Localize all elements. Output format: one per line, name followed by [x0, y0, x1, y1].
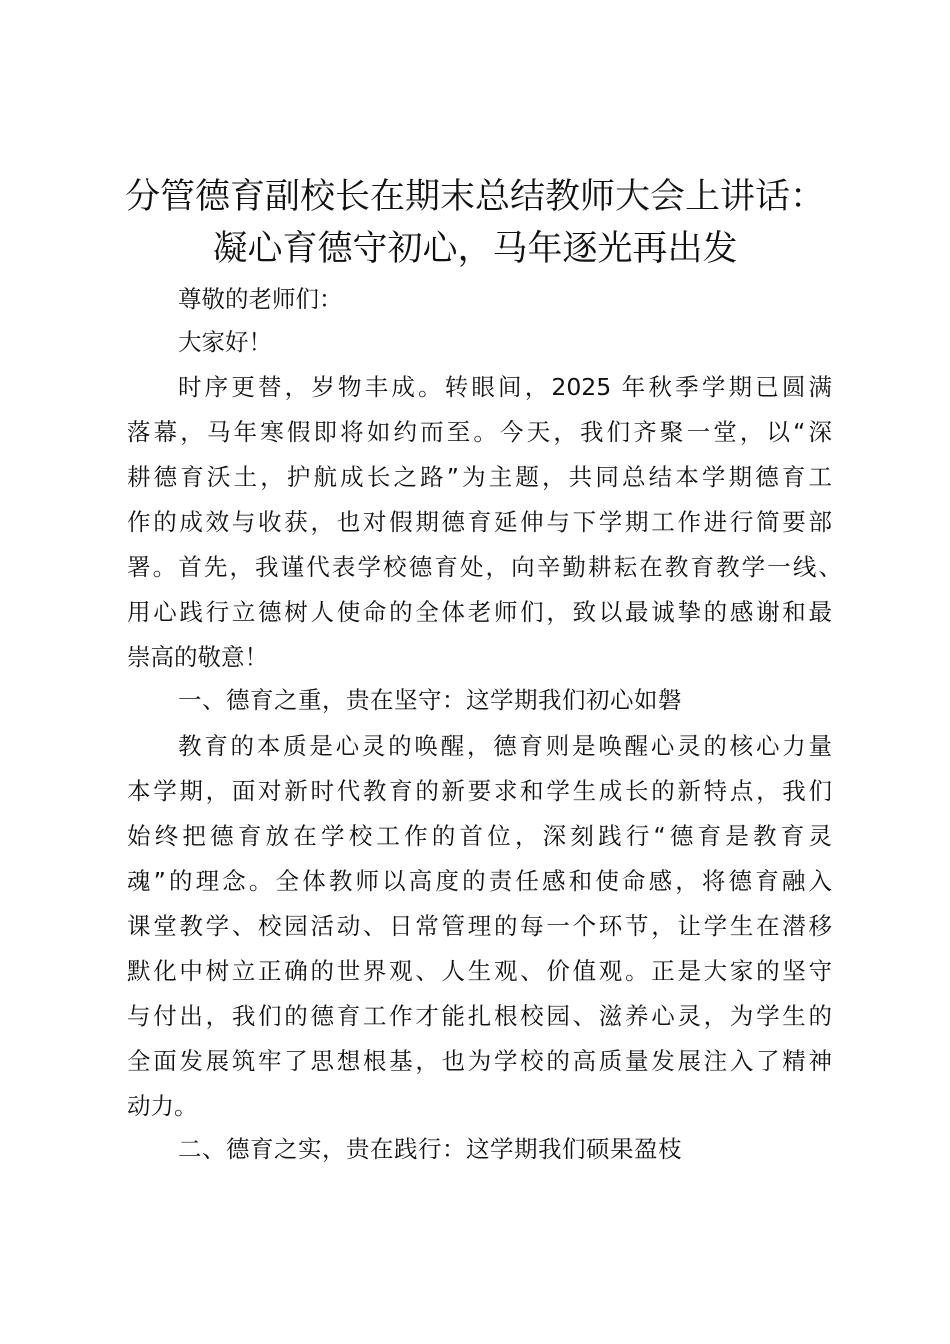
- intro-paragraph-line: 落幕，马年寒假即将如约而至。今天，我们齐聚一堂，以“深: [127, 418, 832, 446]
- intro-paragraph-line: 作的成效与收获，也对假期德育延伸与下学期工作进行简要部: [127, 508, 832, 536]
- section-2-heading: 二、德育之实，贵在践行：这学期我们硕果盈枝: [178, 1135, 682, 1163]
- section-1-paragraph-line: 默化中树立正确的世界观、人生观、价值观。正是大家的坚守: [127, 957, 832, 985]
- intro-paragraph-line: 崇高的敬意！: [127, 643, 268, 671]
- document-title-line-1: 分管德育副校长在期末总结教师大会上讲话：: [124, 177, 825, 217]
- section-1-paragraph-line: 课堂教学、校园活动、日常管理的每一个环节，让学生在潜移: [127, 912, 832, 940]
- section-1-paragraph-line: 动力。: [127, 1092, 198, 1120]
- greeting: 大家好！: [178, 328, 272, 356]
- section-1-paragraph-line: 教育的本质是心灵的唤醒，德育则是唤醒心灵的核心力量: [178, 732, 832, 760]
- section-1-paragraph-line: 与付出，我们的德育工作才能扎根校园、滋养心灵，为学生的: [127, 1002, 832, 1030]
- intro-paragraph-line: 耕德育沃土，护航成长之路”为主题，共同总结本学期德育工: [127, 463, 832, 491]
- salutation: 尊敬的老师们：: [178, 285, 343, 313]
- section-1-heading: 一、德育之重，贵在坚守：这学期我们初心如磐: [178, 686, 682, 714]
- section-1-paragraph-line: 全面发展筑牢了思想根基，也为学校的高质量发展注入了精神: [127, 1047, 832, 1075]
- section-1-paragraph-line: 魂”的理念。全体教师以高度的责任感和使命感，将德育融入: [127, 867, 832, 895]
- intro-paragraph-line: 时序更替，岁物丰成。转眼间，2025 年秋季学期已圆满: [178, 373, 832, 401]
- intro-paragraph-line: 用心践行立德树人使命的全体老师们，致以最诚挚的感谢和最: [127, 598, 832, 626]
- document-title-line-2: 凝心育德守初心，马年逐光再出发: [212, 229, 738, 269]
- section-1-paragraph-line: 本学期，面对新时代教育的新要求和学生成长的新特点，我们: [127, 777, 832, 805]
- intro-paragraph-line: 署。首先，我谨代表学校德育处，向辛勤耕耘在教育教学一线、: [127, 553, 842, 581]
- section-1-paragraph-line: 始终把德育放在学校工作的首位，深刻践行“德育是教育灵: [127, 822, 832, 850]
